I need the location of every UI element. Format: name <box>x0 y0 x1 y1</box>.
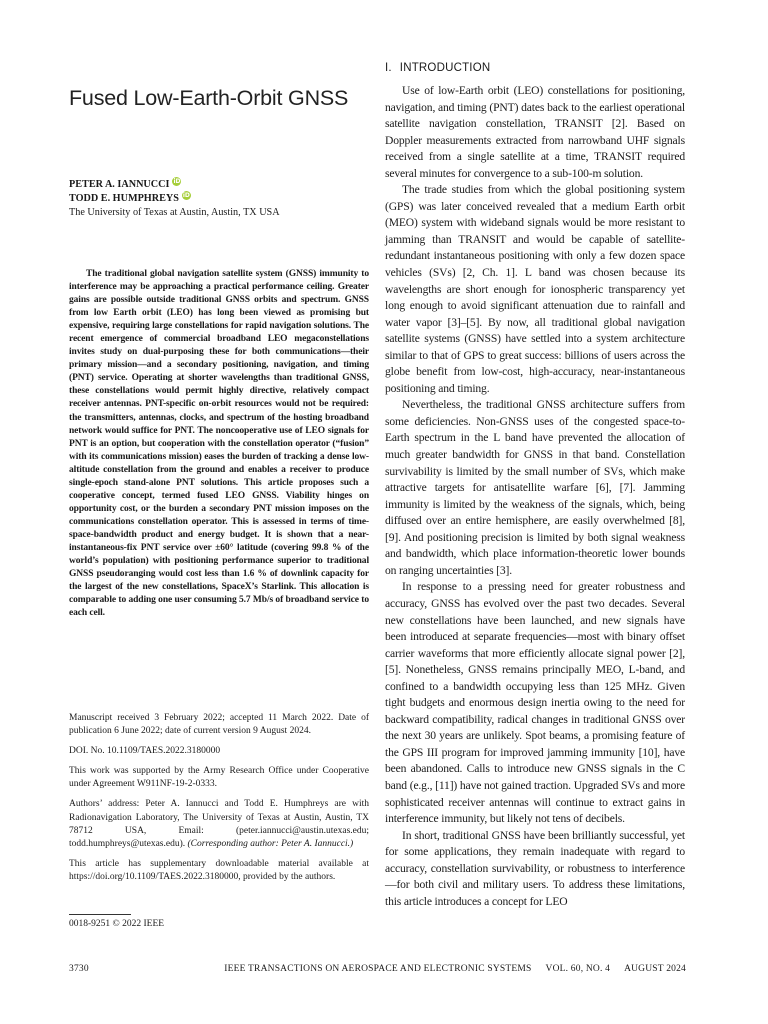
journal-info <box>224 964 686 974</box>
section-heading <box>385 62 490 74</box>
page-footer <box>69 964 686 974</box>
address-note <box>69 798 369 850</box>
author-block <box>69 178 280 220</box>
manuscript-notes <box>69 712 369 891</box>
section-number: I. <box>385 62 392 74</box>
corresponding-author: (Corresponding author: Peter A. Iannucci.) <box>187 838 354 849</box>
author-2 <box>69 192 280 206</box>
section-title: INTRODUCTION <box>399 62 491 74</box>
volume-issue: VOL. 60, NO. 4 <box>545 964 611 974</box>
supplementary-note: This article has supplementary downloadable material available at https://doi.org/10.1109/TAES.2022.3180000, provided by the authors. <box>69 858 369 882</box>
paragraph: Nevertheless, the traditional GNSS architecture suffers from some deficiencies. Non-GNSS uses of the congested space-to-Earth spectrum in the L band have prevented the allocation of much greater bandwidth for GNSS in that band. Constellation survivability is limited by the small number of SVs, which make attractive targets for antisatellite warfare [6], [7]. Jamming immunity is limited by the weakness of the signals, which, being diffused over an entire hemisphere, are easily overwhelmed [8], [9]. And positioning precision is limited by both signal weakness and bandwidth, which place information-theoretic lower bounds on ranging uncertainties [3]. <box>385 398 685 577</box>
address-text: Authors’ address: Peter A. Iannucci and Todd E. Humphreys are with Radionavigation Laboratory, The University of Texas at Austin, Austin, TX 78712 USA, Email: (peter.iannucci@austin.utexas.edu; todd.humphreys@utexas.edu). <box>69 799 369 849</box>
paragraph: In response to a pressing need for greater robustness and accuracy, GNSS has evolved over the past two decades. Several new constellations have been launched, and new signals have been introduced at separate frequencies—most with binary offset carrier waveforms that more efficiently allocate signal power [2], [5]. Nonetheless, GNSS remains principally MEO, L-band, and confined to a bandwidth occupying less than 125 MHz. Given tight budgets and enormous design inertia owing to the need for backward compatibility, radical changes in traditional GNSS over the next 30 years are unlikely. Spot beams, a promising feature of the GPS III program for improved jamming immunity [10], have been abandoned. Calls to introduce new GNSS signals in the C band (e.g., [11]) have not gained traction. Upgraded SVs and more sophisticated receiver antennas will continue to extract gains in interference immunity, but likely not tens of decibels. <box>385 580 685 826</box>
paragraph: The trade studies from which the global positioning system (GPS) was later conceived revealed that a medium Earth orbit (MEO) system with wideband signals would be more resistant to jamming than TRANSIT and would be capable of satellite-redundant instantaneous positioning with only a few dozen space vehicles (SVs) [2, Ch. 1]. L band was chosen because its wavelengths are short enough for ionospheric transparency yet long enough to avoid significant attenuation due to rainfall and water vapor [3]–[5]. By now, all traditional global navigation satellite systems (GNSS) have settled into a system architecture similar to that of GPS to great success: billions of users across the globe benefit from low-cost, high-accuracy, near-instantaneous positioning and timing. <box>385 183 685 395</box>
issn-copyright: 0018-9251 © 2022 IEEE <box>69 919 165 929</box>
support-note: This work was supported by the Army Research Office under Cooperative under Agreement W911NF-19-2-0333. <box>69 766 369 790</box>
author-1 <box>69 178 280 192</box>
paragraph: Use of low-Earth orbit (LEO) constellations for positioning, navigation, and timing (PNT) dates back to the earliest operational satellite navigation constellation, TRANSIT [2]. Based on Doppler measurements extracted from narrowband UHF signals received from a single satellite at a time, TRANSIT required several minutes for convergence to a sub-100-m solution. <box>385 84 685 180</box>
orcid-icon[interactable]: iD <box>173 177 181 185</box>
paper-title: Fused Low-Earth-Orbit GNSS <box>69 86 349 110</box>
orcid-icon[interactable]: iD <box>182 191 190 199</box>
doi-note: DOI. No. 10.1109/TAES.2022.3180000 <box>69 746 221 757</box>
abstract: The traditional global navigation satellite system (GNSS) immunity to interference may be approaching a practical performance ceiling. Greater gains are possible outside traditional GNSS orbits and spectrum. GNSS from low Earth orbit (LEO) has long been viewed as promising but expensive, requiring large constellations for rapid navigation solutions. The recent emergence of commercial broadband LEO megaconstellations invites study on dual-purposing these for both communications—their primary mission—and a secondary positioning, navigation, and timing (PNT) service. Operating at shorter wavelengths than traditional GNSS, these constellations would permit highly directive, relatively compact receiver antennas. PNT-specific on-orbit resources would not be required: the transmitters, antennas, clocks, and spectrum of the hosting broadband network would suffice for PNT. The noncooperative use of LEO signals for PNT is an option, but cooperation with the constellation operator (“fusion” with its communications mission) eases the burden of tracking a dense low-altitude constellation from the ground and enables a receiver to produce single-epoch stand-alone PNT solutions. This article proposes such a cooperative concept, termed fused LEO GNSS. Viability hinges on opportunity cost, or the burden a secondary PNT mission imposes on the communications constellation operator. This is assessed in terms of time-space-bandwidth product and energy budget. It is shown that a near-instantaneous-fix PNT service over ±60° latitude (covering 99.8 % of the world’s population) with positioning performance superior to traditional GNSS pseudoranging would cost less than 1.6 % of downlink capacity for the largest of the new constellations, SpaceX’s Starlink. This allocation is comparable to adding one user consuming 5.7 Mb/s of broadband service to each cell. <box>69 269 369 619</box>
author-name: TODD E. HUMPHREYS <box>69 193 179 204</box>
paragraph: In short, traditional GNSS have been brilliantly successful, yet for some applications, they remain inadequate with regard to accuracy, constellation survivability, or robustness to interference—for both civil and military users. To address these limitations, this article introduces a concept for LEO <box>385 828 685 908</box>
author-name: PETER A. IANNUCCI <box>69 179 170 190</box>
received-note: Manuscript received 3 February 2022; accepted 11 March 2022. Date of publication 6 June 2022; date of current version 9 August 2024. <box>69 713 369 737</box>
journal-name: IEEE TRANSACTIONS ON AEROSPACE AND ELECTRONIC SYSTEMS <box>224 964 532 974</box>
issue-date: AUGUST 2024 <box>624 964 686 974</box>
footnote-divider <box>69 914 131 915</box>
page-number: 3730 <box>69 964 89 974</box>
introduction-body <box>385 83 685 910</box>
affiliation: The University of Texas at Austin, Austin, TX USA <box>69 207 280 218</box>
